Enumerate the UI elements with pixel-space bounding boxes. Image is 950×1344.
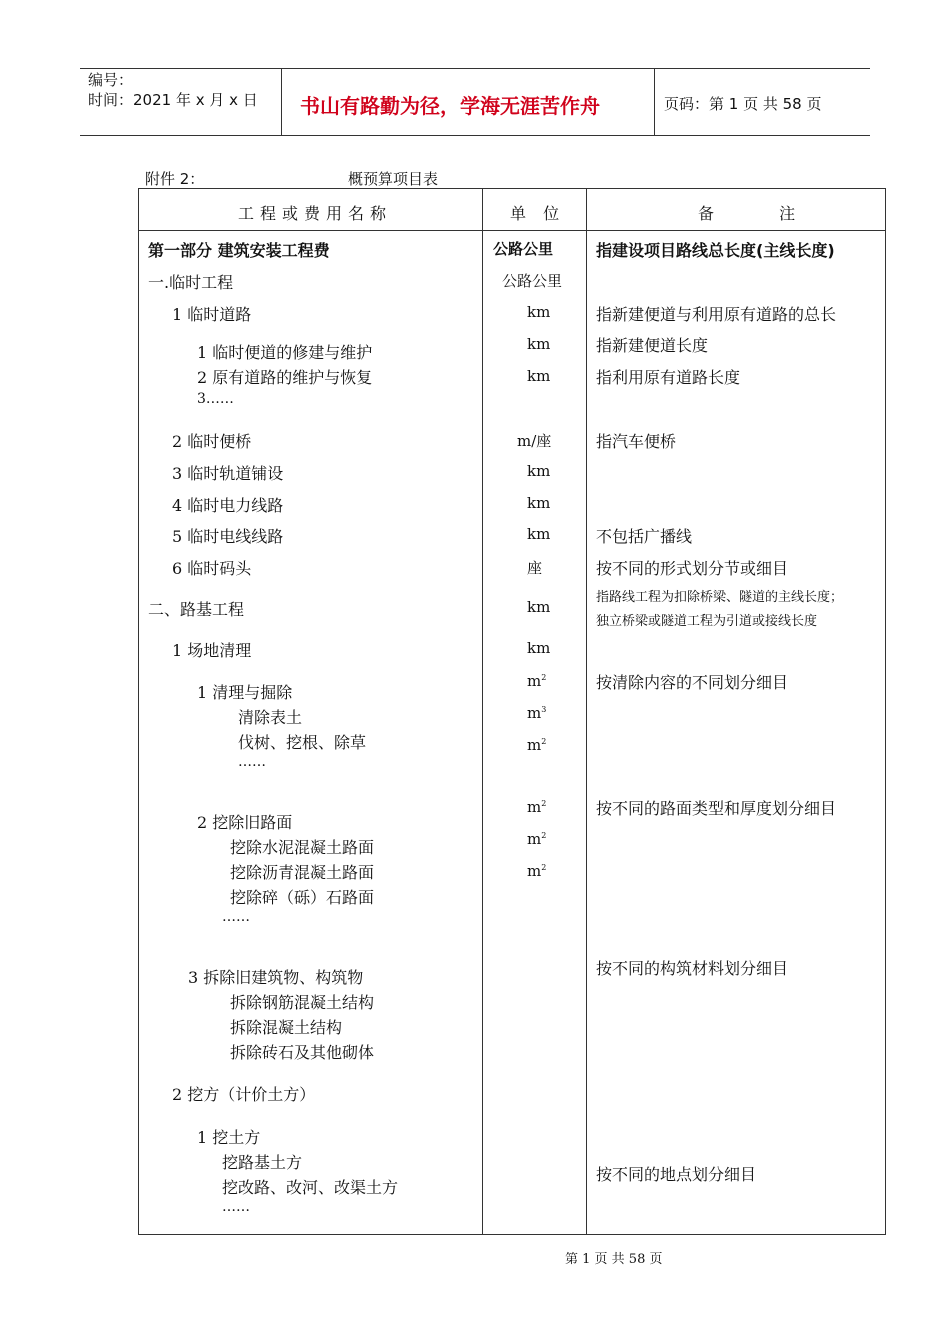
- table-row-unit: 公路公里: [502, 272, 563, 290]
- table-row-name: 1 场地清理: [172, 641, 252, 660]
- column-header-name: 工程或费用名称: [238, 204, 393, 223]
- table-row-name: 1 清理与掘除: [197, 683, 293, 702]
- table-row-note: 按不同的形式划分节或细目: [596, 559, 789, 578]
- table-row-name: 3 临时轨道铺设: [172, 464, 284, 483]
- column-divider-note: [586, 188, 587, 1235]
- table-row-name: 3……: [197, 391, 234, 407]
- table-row-unit: km: [527, 367, 551, 385]
- header-page-info: 页码：第 1 页 共 58 页: [664, 95, 822, 113]
- header-divider-right: [654, 68, 655, 136]
- table-row-name: 1 挖土方: [197, 1128, 261, 1147]
- table-row-name: 伐树、挖根、除草: [238, 733, 367, 752]
- table-row-name: 2 挖除旧路面: [197, 813, 293, 832]
- document-number-label: 编号：: [88, 71, 134, 89]
- column-header-note: 备 注: [698, 204, 826, 223]
- table-row-name: 一.临时工程: [148, 273, 234, 292]
- table-row-unit: km: [527, 598, 551, 616]
- table-row-unit: km: [527, 335, 551, 353]
- table-row-name: 拆除砖石及其他砌体: [230, 1043, 375, 1062]
- attachment-label: 附件 2：: [145, 170, 205, 188]
- header-motto: 书山有路勤为径，学海无涯苦作舟: [300, 94, 600, 118]
- table-row-note: 指利用原有道路长度: [596, 368, 741, 387]
- table-row-unit: $m^2$: [527, 798, 547, 816]
- table-row-note: 指路线工程为扣除桥梁、隧道的主线长度；: [596, 590, 844, 605]
- table-row-unit: km: [527, 639, 551, 657]
- table-row-note: 按清除内容的不同划分细目: [596, 673, 789, 692]
- table-row-name: 第一部分 建筑安装工程费: [148, 241, 330, 260]
- table-row-note: 按不同的构筑材料划分细目: [596, 959, 789, 978]
- table-row-name: 挖改路、改河、改渠土方: [222, 1178, 399, 1197]
- header-meta: [88, 70, 258, 110]
- table-row-name: ……: [238, 754, 266, 770]
- table-row-unit: 公路公里: [493, 240, 554, 258]
- table-row-unit: km: [527, 494, 551, 512]
- table-row-note: 指汽车便桥: [596, 432, 677, 451]
- column-divider-unit: [482, 188, 483, 1235]
- table-row-unit: km: [527, 462, 551, 480]
- table-row-note: 指新建便道长度: [596, 336, 709, 355]
- table-row-name: 4 临时电力线路: [172, 496, 284, 515]
- table-row-unit: km: [527, 303, 551, 321]
- table-row-name: 1 临时道路: [172, 305, 252, 324]
- table-row-name: 清除表土: [238, 708, 303, 727]
- table-row-note: 不包括广播线: [596, 527, 693, 546]
- header-divider-left: [281, 68, 282, 136]
- table-row-name: 6 临时码头: [172, 559, 252, 578]
- table-row-name: 拆除钢筋混凝土结构: [230, 993, 375, 1012]
- table-row-note: 按不同的路面类型和厚度划分细目: [596, 799, 837, 818]
- column-header-unit: 单 位: [510, 204, 566, 223]
- header-row-divider: [138, 230, 886, 231]
- table-row-name: 3 拆除旧建筑物、构筑物: [188, 968, 364, 987]
- table-row-name: 2 临时便桥: [172, 432, 252, 451]
- table-row-name: 1 临时便道的修建与维护: [197, 343, 373, 362]
- table-row-note: 指建设项目路线总长度(主线长度): [596, 241, 835, 260]
- table-row-note: 按不同的地点划分细目: [596, 1165, 757, 1184]
- header-top-rule: [80, 68, 870, 69]
- table-row-name: 拆除混凝土结构: [230, 1018, 343, 1037]
- table-row-name: 挖除沥青混凝土路面: [230, 863, 375, 882]
- table-row-note-continued: 独立桥梁或隧道工程为引道或接线长度: [596, 614, 818, 629]
- table-row-name: ……: [222, 1199, 250, 1215]
- table-row-name: ……: [222, 909, 250, 925]
- table-row-name: 5 临时电线线路: [172, 527, 284, 546]
- table-row-unit: $m^3$: [527, 704, 547, 722]
- table-row-name: 挖除碎（砾）石路面: [230, 888, 375, 907]
- table-row-unit: $m^2$: [527, 736, 547, 754]
- table-row-unit: m/座: [517, 432, 552, 450]
- document-date: 时间：2021 年 x 月 x 日: [88, 91, 258, 109]
- table-row-name: 二、路基工程: [148, 600, 245, 619]
- table-row-unit: $m^2$: [527, 830, 547, 848]
- table-row-name: 挖路基土方: [222, 1153, 303, 1172]
- table-row-name: 挖除水泥混凝土路面: [230, 838, 375, 857]
- attachment-title: 概预算项目表: [348, 170, 439, 188]
- table-row-name: 2 挖方（计价土方）: [172, 1085, 316, 1104]
- table-row-unit: 座: [527, 559, 543, 577]
- table-row-unit: $m^2$: [527, 672, 547, 690]
- page-footer: 第 1 页 共 58 页: [565, 1252, 663, 1267]
- table-row-name: 2 原有道路的维护与恢复: [197, 368, 373, 387]
- header-bottom-rule: [80, 135, 870, 136]
- table-row-note: 指新建便道与利用原有道路的总长: [596, 305, 837, 324]
- table-row-unit: km: [527, 525, 551, 543]
- table-row-unit: $m^2$: [527, 862, 547, 880]
